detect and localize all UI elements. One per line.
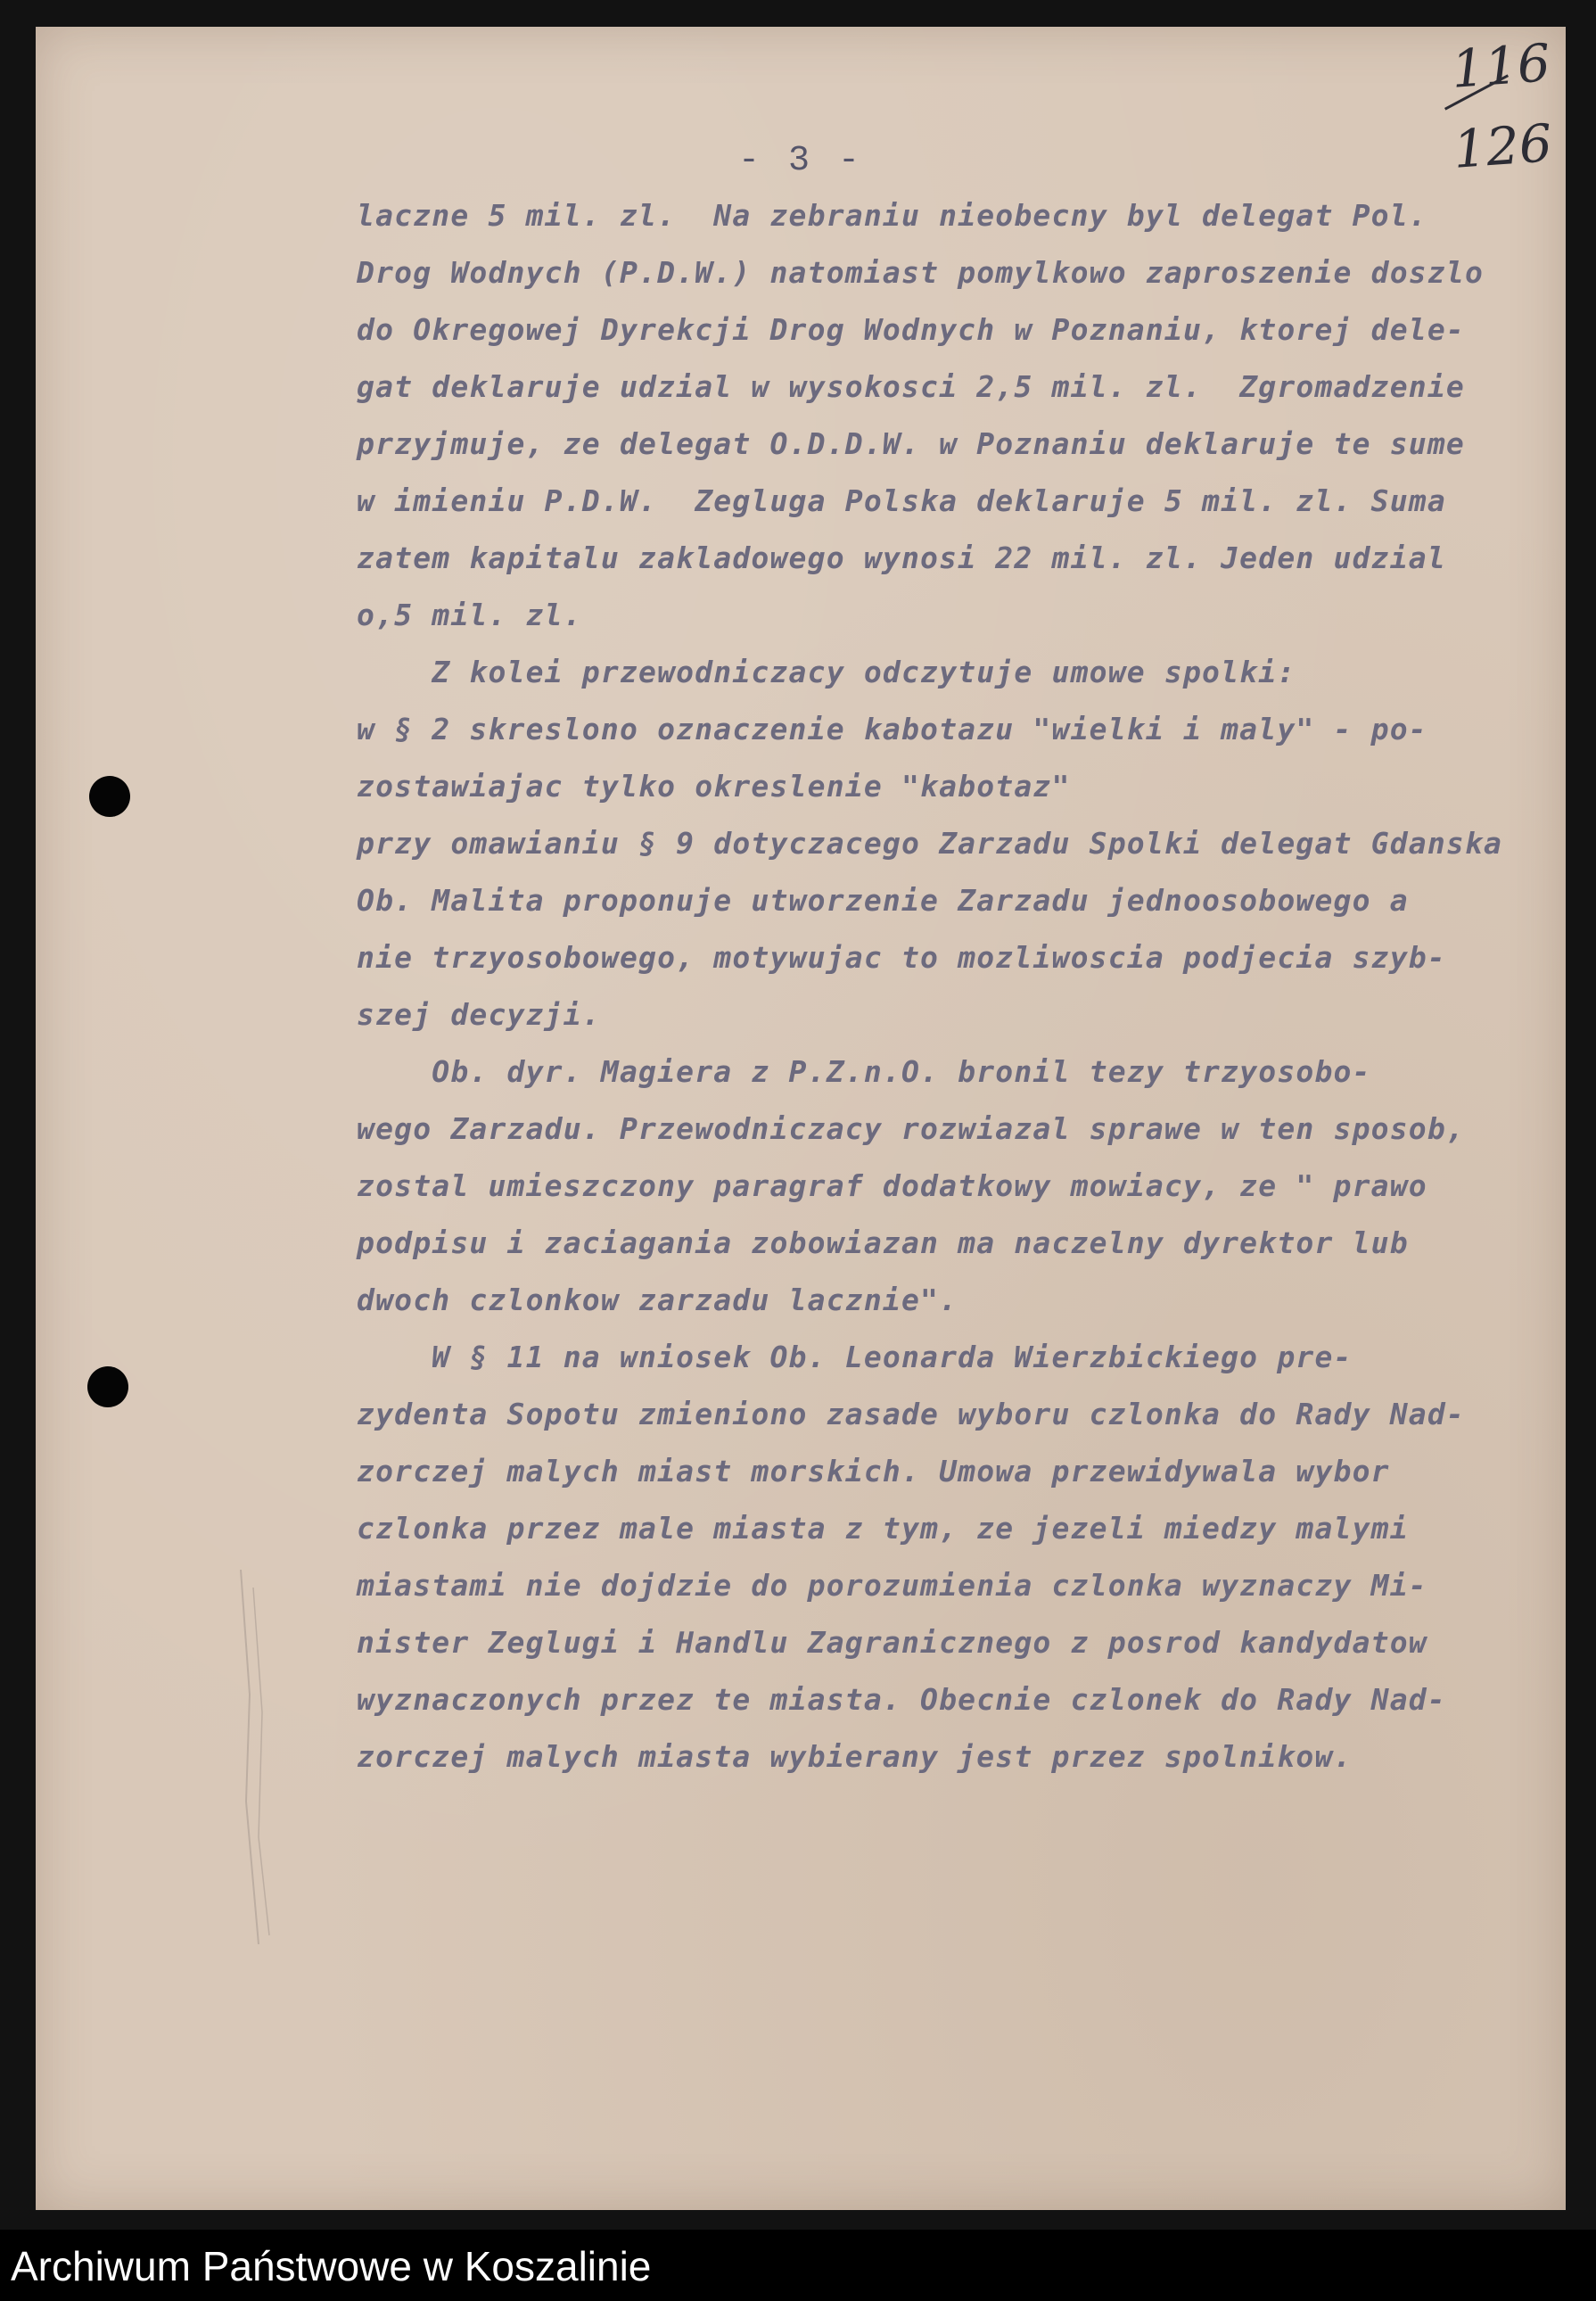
- text-line: nister Zeglugi i Handlu Zagranicznego z posrod kandydatow: [357, 1625, 1427, 1660]
- page-number: - 3 -: [737, 141, 864, 181]
- punch-hole: [89, 776, 130, 817]
- text-line: dwoch czlonkow zarzadu lacznie".: [357, 1282, 958, 1317]
- text-line: o,5 mil. zl.: [357, 598, 582, 632]
- text-line: gat deklaruje udzial w wysokosci 2,5 mil. zl. Zgromadzenie: [357, 369, 1465, 404]
- typed-body-text: [357, 187, 1560, 1786]
- text-line: zostal umieszczony paragraf dodatkowy mowiacy, ze " prawo: [357, 1168, 1427, 1203]
- archive-name-label: Archiwum Państwowe w Koszalinie: [11, 2243, 652, 2289]
- text-line: wego Zarzadu. Przewodniczacy rozwiazal sprawe w ten sposob,: [357, 1111, 1465, 1146]
- text-line: szej decyzji.: [357, 997, 601, 1032]
- text-line: zydenta Sopotu zmieniono zasade wyboru czlonka do Rady Nad-: [357, 1397, 1465, 1431]
- pencil-marks: [223, 1570, 294, 1944]
- text-line: Ob. Malita proponuje utworzenie Zarzadu jednoosobowego a: [357, 883, 1409, 918]
- text-line: przyjmuje, ze delegat O.D.D.W. w Poznaniu deklaruje te sume: [357, 426, 1465, 461]
- text-line: w imieniu P.D.W. Zegluga Polska deklaruje 5 mil. zl. Suma: [357, 483, 1446, 518]
- text-line: zorczej malych miast morskich. Umowa przewidywala wybor: [357, 1454, 1390, 1489]
- text-line: Drog Wodnych (P.D.W.) natomiast pomylkowo zaproszenie doszlo: [357, 255, 1485, 290]
- text-line: do Okregowej Dyrekcji Drog Wodnych w Poznaniu, ktorej dele-: [357, 312, 1465, 347]
- text-line: nie trzyosobowego, motywujac to mozliwoscia podjecia szyb-: [357, 940, 1446, 975]
- text-line: zatem kapitalu zakladowego wynosi 22 mil. zl. Jeden udzial: [357, 540, 1446, 575]
- text-line: w § 2 skreslono oznaczenie kabotazu "wielki i maly" - po-: [357, 712, 1427, 746]
- archive-footer-bar: [0, 2230, 1596, 2301]
- punch-hole: [87, 1366, 128, 1407]
- text-line: podpisu i zaciagania zobowiazan ma naczelny dyrektor lub: [357, 1225, 1409, 1260]
- archive-number-crossed: 116: [1449, 32, 1552, 100]
- archive-number-current: 126: [1451, 112, 1554, 180]
- text-line: Ob. dyr. Magiera z P.Z.n.O. bronil tezy trzyosobo-: [357, 1054, 1371, 1089]
- text-line: zorczej malych miasta wybierany jest przez spolnikow.: [357, 1739, 1353, 1774]
- text-line: wyznaczonych przez te miasta. Obecnie czlonek do Rady Nad-: [357, 1682, 1446, 1717]
- text-line: zostawiajac tylko okreslenie "kabotaz": [357, 769, 1071, 804]
- text-line: Z kolei przewodniczacy odczytuje umowe spolki:: [357, 655, 1296, 689]
- text-line: laczne 5 mil. zl. Na zebraniu nieobecny byl delegat Pol.: [357, 198, 1427, 233]
- text-line: czlonka przez male miasta z tym, ze jezeli miedzy malymi: [357, 1511, 1409, 1546]
- text-line: W § 11 na wniosek Ob. Leonarda Wierzbickiego pre-: [357, 1340, 1353, 1374]
- text-line: przy omawianiu § 9 dotyczacego Zarzadu Spolki delegat Gdanska: [357, 826, 1503, 861]
- text-line: miastami nie dojdzie do porozumienia czlonka wyznaczy Mi-: [357, 1568, 1427, 1603]
